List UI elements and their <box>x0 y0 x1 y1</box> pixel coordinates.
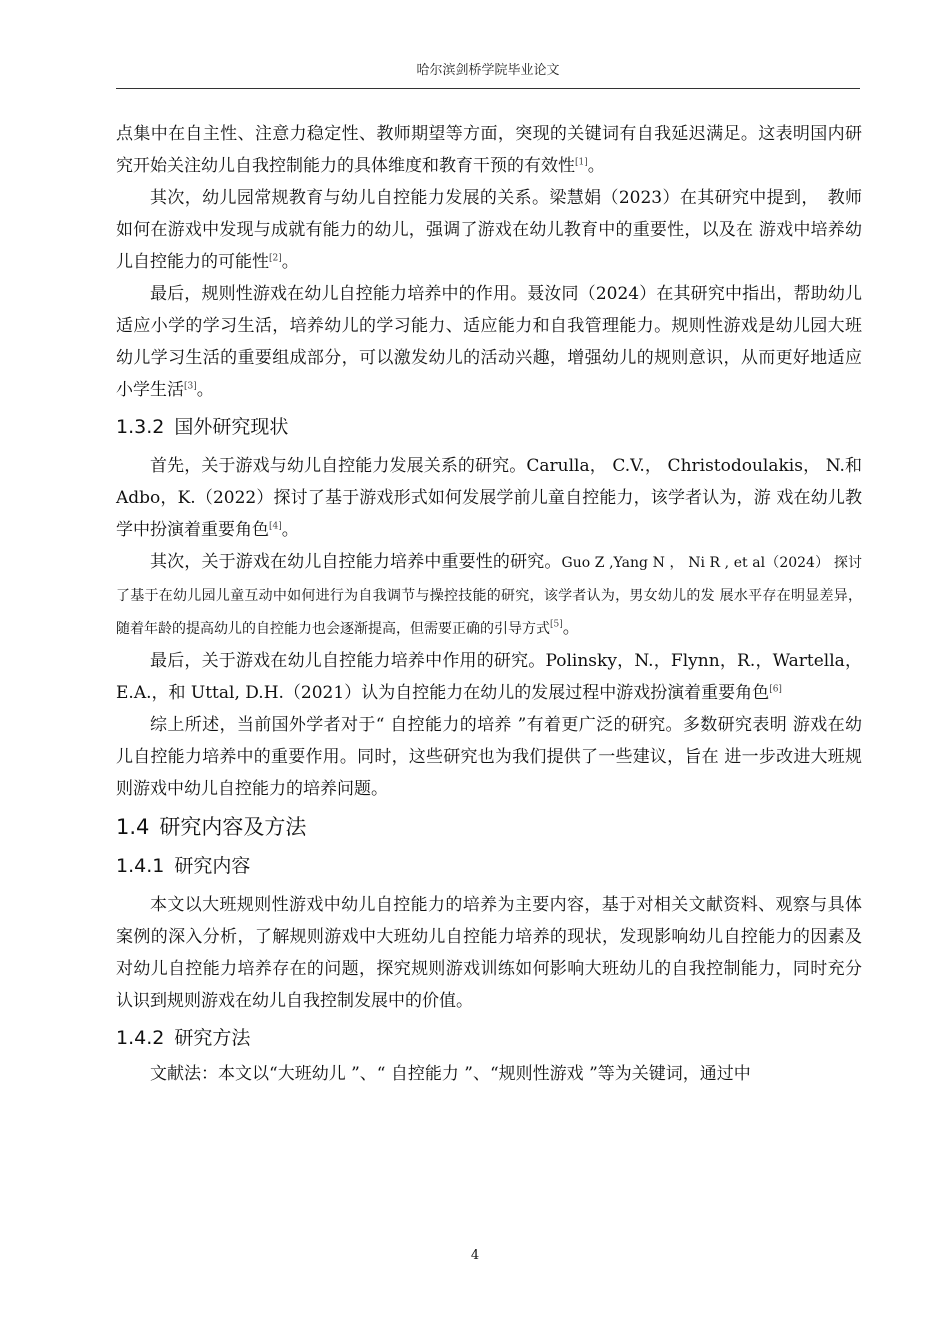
section-heading-1-4 <box>116 811 862 843</box>
paragraph-foreign-third <box>116 645 862 709</box>
paragraph-end: 。 <box>196 380 214 400</box>
page-header <box>116 60 860 89</box>
citation-ref: [2] <box>269 253 282 264</box>
citation-ref: [1] <box>575 157 588 168</box>
paragraph-text: 综上所述，当前国外学者对于“ 自控能力的培养 ”有着更广泛的研究。多数研究表明 游戏在幼儿自控能力培养中的重要作用。同时，这些研究也为我们提供了一些建议，旨在 进一步改进大班规则游戏中幼儿自控能力的培养问题。 <box>116 715 862 799</box>
paragraph-end: 。 <box>562 618 580 638</box>
paragraph-end: 。 <box>281 520 299 540</box>
paragraph-foreign-first <box>116 450 862 546</box>
section-title: 研究内容及方法 <box>159 815 307 839</box>
paragraph-text: 其次，幼儿园常规教育与幼儿自控能力发展的关系。梁慧娟（2023）在其研究中提到， 教师如何在游戏中发现与成就有能力的幼儿，强调了游戏在幼儿教育中的重要性，以及在 游戏中培养幼儿自控能力的可能性 <box>116 188 862 272</box>
paragraph-rule-games <box>116 278 862 406</box>
paragraph-text: 文献法：本文以“大班幼儿 ”、“ 自控能力 ”、“规则性游戏 ”等为关键词，通过中 <box>150 1064 751 1084</box>
citation-ref: [3] <box>184 381 197 392</box>
page-number: 4 <box>470 1248 480 1263</box>
citation-ref: [6] <box>769 684 782 695</box>
section-heading-1-4-1 <box>116 851 862 881</box>
section-number: 1.4.1 <box>116 855 165 877</box>
paragraph-text: 最后，规则性游戏在幼儿自控能力培养中的作用。聂汝同（2024）在其研究中指出，帮助幼儿适应小学的学习生活，培养幼儿的学习能力、适应能力和自我管理能力。规则性游戏是幼儿园大班幼儿学习生活的重要组成部分，可以激发幼儿的活动兴趣，增强幼儿的规则意识，从而更好地适应小学生活 <box>116 284 862 400</box>
header-title: 哈尔滨剑桥学院毕业论文 <box>416 63 560 78</box>
paragraph-routine-education <box>116 182 862 278</box>
paragraph-text: 首先，关于游戏与幼儿自控能力发展关系的研究。Carulla， C.V.， Christodoulakis， N.和 Adbo，K.（2022）探讨了基于游戏形式如何发展学前儿童自控能力，该学者认为，游 戏在幼儿教学中扮演着重要角色 <box>116 456 862 540</box>
paragraph-domestic-summary <box>116 118 862 182</box>
citation-ref: [4] <box>269 521 282 532</box>
section-title: 研究方法 <box>174 1027 251 1049</box>
section-number: 1.4 <box>116 815 150 839</box>
page-body <box>116 118 862 1087</box>
section-number: 1.4.2 <box>116 1027 165 1049</box>
paragraph-text: 本文以大班规则性游戏中幼儿自控能力的培养为主要内容，基于对相关文献资料、观察与具体案例的深入分析，了解规则游戏中大班幼儿自控能力培养的现状，发现影响幼儿自控能力的因素及对幼儿自控能力培养存在的问题，探究规则游戏训练如何影响大班幼儿的自我控制能力，同时充分认识到规则游戏在幼儿自我控制发展中的价值。 <box>116 895 862 1011</box>
paragraph-foreign-second <box>116 546 862 645</box>
paragraph-end: 。 <box>587 156 605 176</box>
citation-ref: [5] <box>550 619 563 630</box>
paragraph-text: 点集中在自主性、注意力稳定性、教师期望等方面，突现的关键词有自我延迟满足。这表明国内研究开始关注幼儿自我控制能力的具体维度和教育干预的有效性 <box>116 124 862 176</box>
paragraph-text-small: Guo Z ,Yang N ， Ni R , et al（2024） 探讨了基于在幼儿园儿童互动中如何进行为自我调节与操控技能的研究，该学者认为，男女幼儿的发 展水平存在明显差异，随着年龄的提高幼儿的自控能力也会逐渐提高，但需要正确的引导方式 <box>116 555 863 637</box>
paragraph-end: 。 <box>281 252 299 272</box>
section-title: 研究内容 <box>174 855 251 877</box>
section-heading-1-4-2 <box>116 1023 862 1053</box>
paragraph-text: 最后，关于游戏在幼儿自控能力培养中作用的研究。Polinsky，N.，Flynn，R.，Wartella， E.A.，和 Uttal, D.H.（2021）认为自控能力在幼儿的发展过程中游戏扮演着重要角色 <box>116 651 862 703</box>
section-title: 国外研究现状 <box>174 416 289 438</box>
paragraph-research-method <box>116 1061 862 1087</box>
paragraph-foreign-summary <box>116 709 862 805</box>
paragraph-research-content <box>116 889 862 1017</box>
paragraph-text: 其次，关于游戏在幼儿自控能力培养中重要性的研究。 <box>150 552 562 572</box>
section-heading-1-3-2 <box>116 412 862 442</box>
section-number: 1.3.2 <box>116 416 165 438</box>
